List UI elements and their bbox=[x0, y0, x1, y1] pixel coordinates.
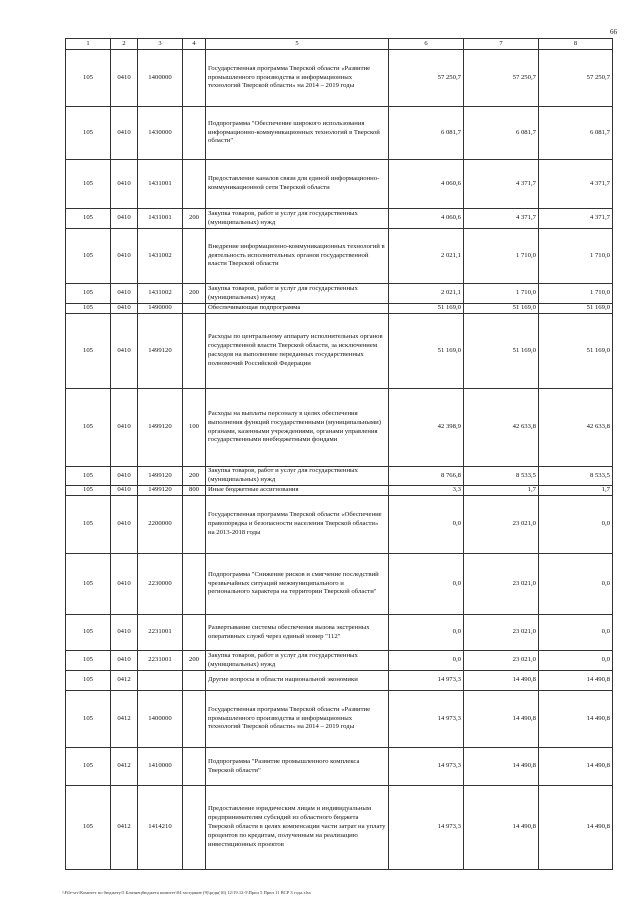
value-col-8-cell: 1 710,0 bbox=[539, 284, 613, 304]
item-name-cell: Государственная программа Тверской области «Развитие промышленного производства и информационных технологий Тверской области» на 2014 – 2019 годы bbox=[206, 691, 389, 748]
value-col-6-cell: 0,0 bbox=[389, 554, 464, 615]
target-article-cell bbox=[138, 671, 183, 691]
item-name-cell: Обеспечивающая подпрограмма bbox=[206, 304, 389, 314]
grbs-code-cell: 105 bbox=[66, 691, 111, 748]
target-article-cell: 1431002 bbox=[138, 284, 183, 304]
grbs-code-cell: 105 bbox=[66, 160, 111, 209]
table-row bbox=[66, 786, 613, 870]
item-name-cell: Подпрограмма "Развитие промышленного комплекса Тверской области" bbox=[206, 748, 389, 786]
section-code-cell: 0410 bbox=[111, 651, 138, 671]
table-row bbox=[66, 229, 613, 284]
value-col-8-cell: 4 371,7 bbox=[539, 160, 613, 209]
grbs-code-cell: 105 bbox=[66, 486, 111, 496]
expense-type-cell bbox=[183, 748, 206, 786]
expense-type-cell: 200 bbox=[183, 284, 206, 304]
table-row bbox=[66, 304, 613, 314]
expense-type-cell bbox=[183, 496, 206, 554]
value-col-8-cell: 42 633,8 bbox=[539, 389, 613, 467]
section-code-cell: 0410 bbox=[111, 467, 138, 486]
target-article-cell: 2231001 bbox=[138, 615, 183, 651]
item-name-cell: Государственная программа Тверской области «Развитие промышленного производства и информационных технологий Тверской области» на 2014 – 2019 годы bbox=[206, 50, 389, 107]
item-name-cell: Предоставление каналов связи для единой информационно-коммуникационной сети Тверской области bbox=[206, 160, 389, 209]
grbs-code-cell: 105 bbox=[66, 554, 111, 615]
value-col-8-cell: 0,0 bbox=[539, 651, 613, 671]
value-col-6-cell: 0,0 bbox=[389, 496, 464, 554]
value-col-8-cell: 57 250,7 bbox=[539, 50, 613, 107]
table-row bbox=[66, 314, 613, 389]
table-row bbox=[66, 50, 613, 107]
value-col-7-cell: 8 533,5 bbox=[464, 467, 539, 486]
table-row bbox=[66, 691, 613, 748]
table-row bbox=[66, 554, 613, 615]
value-col-7-cell: 6 081,7 bbox=[464, 107, 539, 160]
value-col-8-cell: 0,0 bbox=[539, 554, 613, 615]
value-col-7-cell: 23 021,0 bbox=[464, 554, 539, 615]
item-name-cell: Закупка товаров, работ и услуг для государственных (муниципальных) нужд bbox=[206, 467, 389, 486]
value-col-8-cell: 51 169,0 bbox=[539, 314, 613, 389]
target-article-cell: 1499120 bbox=[138, 314, 183, 389]
value-col-7-cell: 23 021,0 bbox=[464, 496, 539, 554]
section-code-cell: 0410 bbox=[111, 554, 138, 615]
section-code-cell: 0410 bbox=[111, 496, 138, 554]
section-code-cell: 0410 bbox=[111, 314, 138, 389]
grbs-code-cell: 105 bbox=[66, 314, 111, 389]
table-row bbox=[66, 284, 613, 304]
grbs-code-cell: 105 bbox=[66, 651, 111, 671]
target-article-cell: 1400000 bbox=[138, 50, 183, 107]
header-cell: 2 bbox=[111, 39, 138, 50]
section-code-cell: 0410 bbox=[111, 209, 138, 229]
section-code-cell: 0412 bbox=[111, 786, 138, 870]
section-code-cell: 0410 bbox=[111, 229, 138, 284]
grbs-code-cell: 105 bbox=[66, 50, 111, 107]
value-col-8-cell: 51 169,0 bbox=[539, 304, 613, 314]
header-cell: 6 bbox=[389, 39, 464, 50]
header-cell: 5 bbox=[206, 39, 389, 50]
expense-type-cell: 200 bbox=[183, 467, 206, 486]
value-col-6-cell: 51 169,0 bbox=[389, 304, 464, 314]
grbs-code-cell: 105 bbox=[66, 467, 111, 486]
expense-type-cell bbox=[183, 554, 206, 615]
grbs-code-cell: 105 bbox=[66, 671, 111, 691]
header-cell: 1 bbox=[66, 39, 111, 50]
value-col-6-cell: 0,0 bbox=[389, 615, 464, 651]
section-code-cell: 0412 bbox=[111, 748, 138, 786]
item-name-cell: Подпрограмма "Обеспечение широкого использования информационно-коммуникационных технологий в Тверской области" bbox=[206, 107, 389, 160]
item-name-cell: Государственная программа Тверской области «Обеспечение правопорядка и безопасности населения Тверской области» на 2013-2018 годы bbox=[206, 496, 389, 554]
value-col-8-cell: 14 490,8 bbox=[539, 748, 613, 786]
item-name-cell: Другие вопросы в области национальной экономики bbox=[206, 671, 389, 691]
target-article-cell: 1499120 bbox=[138, 486, 183, 496]
item-name-cell: Развертывание системы обеспечения вызова экстренных оперативных служб через единый номер "112" bbox=[206, 615, 389, 651]
header-cell: 3 bbox=[138, 39, 183, 50]
page-number: 66 bbox=[610, 28, 617, 36]
table-row bbox=[66, 389, 613, 467]
value-col-7-cell: 1,7 bbox=[464, 486, 539, 496]
target-article-cell: 1431002 bbox=[138, 229, 183, 284]
value-col-8-cell: 6 081,7 bbox=[539, 107, 613, 160]
value-col-6-cell: 51 169,0 bbox=[389, 314, 464, 389]
item-name-cell: Расходы на выплаты персоналу в целях обеспечения выполнения функций государственными (муниципальными) органами, казенными учреждениями, органами управления государственными внебюджетными фондами bbox=[206, 389, 389, 467]
item-name-cell: Предоставление юридическим лицам и индивидуальным предпринимателям субсидий из областного бюджета Тверской области в целях компенсации части затрат на уплату процентов по кредитам, полученным на реализацию инвестиционных проектов bbox=[206, 786, 389, 870]
item-name-cell: Расходы по центральному аппарату исполнительных органов государственной власти Тверской области, за исключением расходов на выполнение переданных государственных полномочий Российской Федерации bbox=[206, 314, 389, 389]
table-row bbox=[66, 748, 613, 786]
value-col-7-cell: 42 633,8 bbox=[464, 389, 539, 467]
expense-type-cell bbox=[183, 50, 206, 107]
value-col-8-cell: 14 490,8 bbox=[539, 691, 613, 748]
section-code-cell: 0412 bbox=[111, 691, 138, 748]
section-code-cell: 0410 bbox=[111, 107, 138, 160]
grbs-code-cell: 105 bbox=[66, 615, 111, 651]
grbs-code-cell: 105 bbox=[66, 748, 111, 786]
value-col-7-cell: 1 710,0 bbox=[464, 284, 539, 304]
footer-file-path: \\File-srv\Комитет по бюджету\5 Близнецбюджета комитет\04 заседание (9)\ргдн(16) 12\19.12-5\Прил 5 Прил 11 ВСР 3 года.xlsx bbox=[62, 890, 311, 895]
table-row bbox=[66, 467, 613, 486]
table-row bbox=[66, 651, 613, 671]
header-cell: 8 bbox=[539, 39, 613, 50]
expense-type-cell bbox=[183, 615, 206, 651]
table-row bbox=[66, 209, 613, 229]
section-code-cell: 0410 bbox=[111, 160, 138, 209]
value-col-7-cell: 14 490,8 bbox=[464, 786, 539, 870]
target-article-cell: 2200000 bbox=[138, 496, 183, 554]
expense-type-cell: 200 bbox=[183, 651, 206, 671]
grbs-code-cell: 105 bbox=[66, 496, 111, 554]
value-col-7-cell: 57 250,7 bbox=[464, 50, 539, 107]
grbs-code-cell: 105 bbox=[66, 284, 111, 304]
table-row bbox=[66, 615, 613, 651]
value-col-6-cell: 2 021,1 bbox=[389, 229, 464, 284]
item-name-cell: Внедрение информационно-коммуникационных технологий в деятельность исполнительных органов государственной власти Тверской области bbox=[206, 229, 389, 284]
value-col-6-cell: 14 973,3 bbox=[389, 671, 464, 691]
section-code-cell: 0410 bbox=[111, 486, 138, 496]
value-col-6-cell: 14 973,3 bbox=[389, 786, 464, 870]
table-row bbox=[66, 671, 613, 691]
expense-type-cell bbox=[183, 229, 206, 284]
target-article-cell: 1490000 bbox=[138, 304, 183, 314]
expense-type-cell: 100 bbox=[183, 389, 206, 467]
target-article-cell: 1430000 bbox=[138, 107, 183, 160]
value-col-7-cell: 14 490,8 bbox=[464, 691, 539, 748]
expense-type-cell: 800 bbox=[183, 486, 206, 496]
section-code-cell: 0410 bbox=[111, 304, 138, 314]
expense-type-cell bbox=[183, 160, 206, 209]
target-article-cell: 1499120 bbox=[138, 389, 183, 467]
section-code-cell: 0410 bbox=[111, 615, 138, 651]
value-col-8-cell: 0,0 bbox=[539, 496, 613, 554]
item-name-cell: Иные бюджетные ассигнования bbox=[206, 486, 389, 496]
target-article-cell: 1499120 bbox=[138, 467, 183, 486]
value-col-6-cell: 4 060,6 bbox=[389, 160, 464, 209]
value-col-7-cell: 23 021,0 bbox=[464, 651, 539, 671]
section-code-cell: 0410 bbox=[111, 50, 138, 107]
item-name-cell: Подпрограмма "Снижение рисков и смягчение последствий чрезвычайных ситуаций межмуниципального и регионального характера на территории Тверской области" bbox=[206, 554, 389, 615]
value-col-7-cell: 51 169,0 bbox=[464, 314, 539, 389]
value-col-8-cell: 14 490,8 bbox=[539, 786, 613, 870]
expense-type-cell bbox=[183, 314, 206, 389]
target-article-cell: 1431001 bbox=[138, 160, 183, 209]
value-col-6-cell: 0,0 bbox=[389, 651, 464, 671]
value-col-7-cell: 14 490,8 bbox=[464, 748, 539, 786]
header-row bbox=[66, 39, 613, 50]
value-col-8-cell: 0,0 bbox=[539, 615, 613, 651]
value-col-8-cell: 4 371,7 bbox=[539, 209, 613, 229]
value-col-8-cell: 8 533,5 bbox=[539, 467, 613, 486]
value-col-7-cell: 4 371,7 bbox=[464, 209, 539, 229]
grbs-code-cell: 105 bbox=[66, 209, 111, 229]
section-code-cell: 0410 bbox=[111, 284, 138, 304]
value-col-7-cell: 1 710,0 bbox=[464, 229, 539, 284]
expense-type-cell bbox=[183, 786, 206, 870]
target-article-cell: 1431001 bbox=[138, 209, 183, 229]
value-col-8-cell: 14 490,8 bbox=[539, 671, 613, 691]
target-article-cell: 1410000 bbox=[138, 748, 183, 786]
grbs-code-cell: 105 bbox=[66, 786, 111, 870]
target-article-cell: 2231001 bbox=[138, 651, 183, 671]
value-col-7-cell: 23 021,0 bbox=[464, 615, 539, 651]
expense-type-cell: 200 bbox=[183, 209, 206, 229]
table-row bbox=[66, 486, 613, 496]
value-col-6-cell: 6 081,7 bbox=[389, 107, 464, 160]
header-cell: 4 bbox=[183, 39, 206, 50]
item-name-cell: Закупка товаров, работ и услуг для государственных (муниципальных) нужд bbox=[206, 651, 389, 671]
section-code-cell: 0412 bbox=[111, 671, 138, 691]
target-article-cell: 2230000 bbox=[138, 554, 183, 615]
grbs-code-cell: 105 bbox=[66, 229, 111, 284]
expense-type-cell bbox=[183, 107, 206, 160]
value-col-8-cell: 1 710,0 bbox=[539, 229, 613, 284]
section-code-cell: 0410 bbox=[111, 389, 138, 467]
expense-type-cell bbox=[183, 671, 206, 691]
grbs-code-cell: 105 bbox=[66, 107, 111, 160]
target-article-cell: 1400000 bbox=[138, 691, 183, 748]
value-col-6-cell: 4 060,6 bbox=[389, 209, 464, 229]
table-row bbox=[66, 107, 613, 160]
value-col-6-cell: 14 973,3 bbox=[389, 748, 464, 786]
expense-type-cell bbox=[183, 691, 206, 748]
value-col-6-cell: 42 398,9 bbox=[389, 389, 464, 467]
value-col-6-cell: 3,3 bbox=[389, 486, 464, 496]
value-col-6-cell: 14 973,3 bbox=[389, 691, 464, 748]
value-col-6-cell: 8 766,8 bbox=[389, 467, 464, 486]
target-article-cell: 1414210 bbox=[138, 786, 183, 870]
budget-table bbox=[65, 38, 613, 870]
table-row bbox=[66, 160, 613, 209]
table-row bbox=[66, 496, 613, 554]
value-col-7-cell: 14 490,8 bbox=[464, 671, 539, 691]
item-name-cell: Закупка товаров, работ и услуг для государственных (муниципальных) нужд bbox=[206, 284, 389, 304]
grbs-code-cell: 105 bbox=[66, 304, 111, 314]
value-col-8-cell: 1,7 bbox=[539, 486, 613, 496]
value-col-6-cell: 2 021,1 bbox=[389, 284, 464, 304]
value-col-6-cell: 57 250,7 bbox=[389, 50, 464, 107]
grbs-code-cell: 105 bbox=[66, 389, 111, 467]
header-cell: 7 bbox=[464, 39, 539, 50]
value-col-7-cell: 51 169,0 bbox=[464, 304, 539, 314]
item-name-cell: Закупка товаров, работ и услуг для государственных (муниципальных) нужд bbox=[206, 209, 389, 229]
expense-type-cell bbox=[183, 304, 206, 314]
value-col-7-cell: 4 371,7 bbox=[464, 160, 539, 209]
